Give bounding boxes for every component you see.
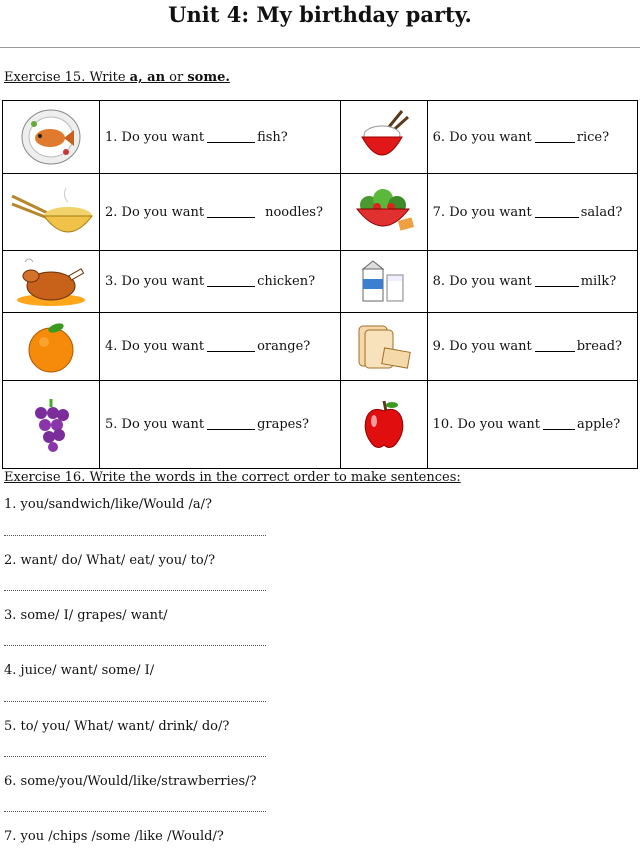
header-divider [0, 47, 640, 48]
sentence-prompt-1: 1. you/sandwich/like/Would /a/? [4, 497, 212, 512]
answer-blank-6[interactable] [535, 132, 575, 143]
table-row [3, 313, 638, 381]
answer-blank-8[interactable] [535, 276, 579, 287]
answer-line-6[interactable] [4, 811, 266, 812]
question-4: 4. Do you want orange? [100, 313, 341, 381]
answer-blank-5[interactable] [207, 419, 255, 430]
answer-blank-7[interactable] [535, 207, 579, 218]
page-title: Unit 4: My birthday party. [168, 2, 472, 27]
grapes-icon [3, 381, 100, 469]
answer-blank-10[interactable] [543, 419, 575, 430]
table-row [3, 174, 638, 251]
question-1: 1. Do you want fish? [100, 101, 341, 174]
exercise-15-table [2, 100, 638, 469]
answer-blank-2[interactable] [207, 207, 255, 218]
sentence-prompt-4: 4. juice/ want/ some/ I/ [4, 663, 155, 678]
answer-blank-4[interactable] [207, 341, 255, 352]
answer-line-4[interactable] [4, 701, 266, 702]
question-10: 10. Do you want apple? [427, 381, 637, 469]
exercise-15-heading: Exercise 15. Write a, an or some. [4, 70, 230, 85]
question-6: 6. Do you want rice? [427, 101, 637, 174]
bread-icon [340, 313, 427, 381]
fish-plate-icon [3, 101, 100, 174]
noodles-bowl-icon [3, 174, 100, 251]
sentence-prompt-6: 6. some/you/Would/like/strawberries/? [4, 774, 257, 789]
answer-line-5[interactable] [4, 756, 266, 757]
question-2: 2. Do you want noodles? [100, 174, 341, 251]
apple-icon [340, 381, 427, 469]
question-3: 3. Do you want chicken? [100, 251, 341, 313]
table-row [3, 381, 638, 469]
exercise-16-heading: Exercise 16. Write the words in the correct order to make sentences: [4, 470, 461, 485]
answer-blank-1[interactable] [207, 132, 255, 143]
sentence-prompt-5: 5. to/ you/ What/ want/ drink/ do/? [4, 719, 230, 734]
answer-blank-9[interactable] [535, 341, 575, 352]
milk-carton-icon [340, 251, 427, 313]
sentence-prompt-2: 2. want/ do/ What/ eat/ you/ to/? [4, 553, 216, 568]
rice-bowl-icon [340, 101, 427, 174]
answer-line-3[interactable] [4, 645, 266, 646]
question-7: 7. Do you want salad? [427, 174, 637, 251]
question-5: 5. Do you want grapes? [100, 381, 341, 469]
question-9: 9. Do you want bread? [427, 313, 637, 381]
question-8: 8. Do you want milk? [427, 251, 637, 313]
roast-chicken-icon [3, 251, 100, 313]
sentence-prompt-7: 7. you /chips /some /like /Would/? [4, 829, 224, 844]
answer-blank-3[interactable] [207, 276, 255, 287]
answer-line-1[interactable] [4, 535, 266, 536]
answer-line-2[interactable] [4, 590, 266, 591]
sentence-prompt-3: 3. some/ I/ grapes/ want/ [4, 608, 168, 623]
table-row [3, 251, 638, 313]
salad-bowl-icon [340, 174, 427, 251]
orange-icon [3, 313, 100, 381]
table-row [3, 101, 638, 174]
